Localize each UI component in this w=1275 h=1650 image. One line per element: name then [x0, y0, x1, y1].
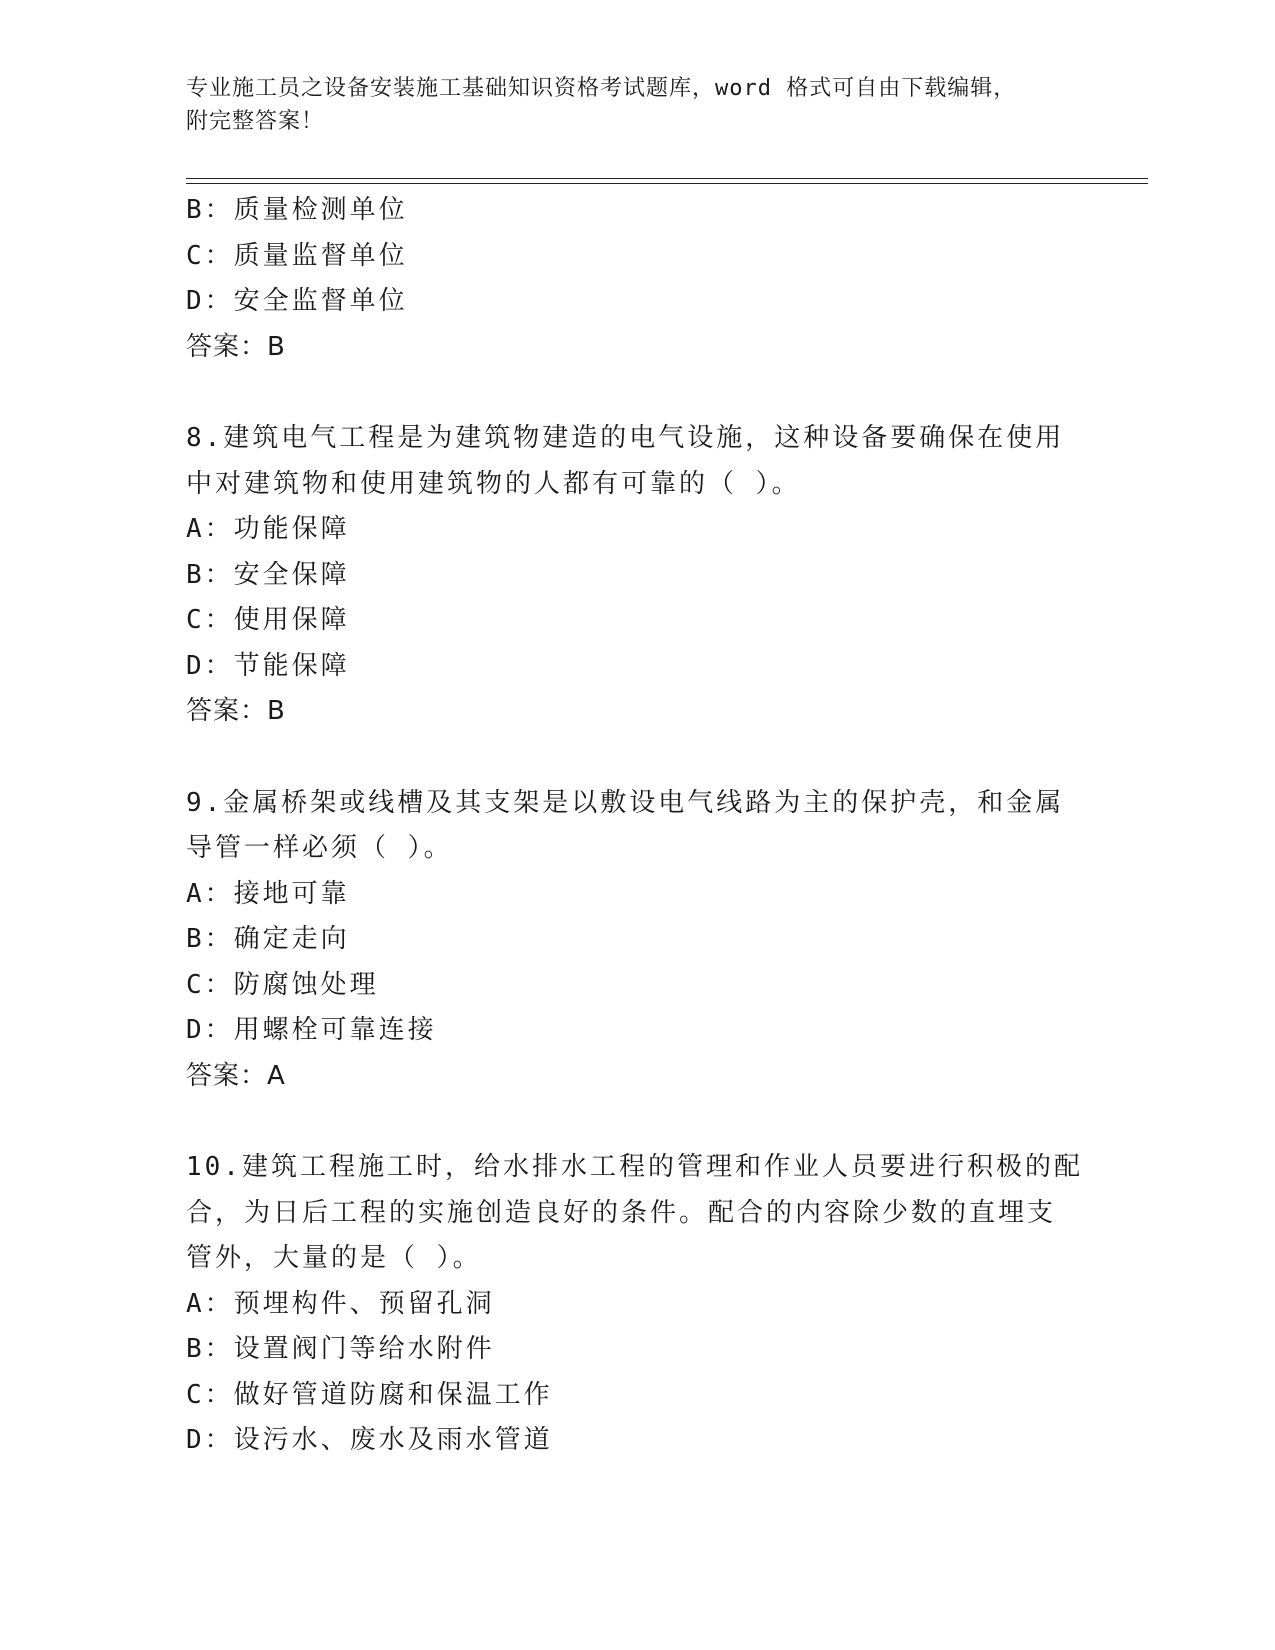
header-divider-bottom	[186, 183, 1148, 184]
option-c: C：质量监督单位	[186, 240, 408, 271]
question-10	[186, 1145, 1086, 1464]
stem-line: 10.建筑工程施工时，给水排水工程的管理和作业人员要进行积极的配	[186, 1152, 1083, 1182]
option-b: B：设置阀门等给水附件	[186, 1334, 495, 1364]
question-7-continued	[186, 188, 1086, 370]
stem-line: 8.建筑电气工程是为建筑物建造的电气设施，这种设备要确保在使用	[186, 423, 1065, 453]
question-8	[186, 416, 1086, 735]
header-title-line-2: 附完整答案！	[186, 109, 325, 134]
answer: 答案：B	[186, 331, 286, 362]
question-9	[186, 781, 1086, 1100]
question-stem	[186, 1145, 1086, 1282]
stem-line: 管外，大量的是（ ）。	[186, 1243, 482, 1273]
option-d: D：用螺栓可靠连接	[186, 1015, 437, 1045]
option-a: A：功能保障	[186, 514, 350, 544]
option-a: A：接地可靠	[186, 878, 350, 909]
option-d: D：节能保障	[186, 650, 350, 681]
stem-line: 中对建筑物和使用建筑物的人都有可靠的（ ）。	[186, 468, 801, 499]
spacer	[186, 735, 1086, 781]
question-stem	[186, 781, 1086, 872]
question-list	[186, 188, 1086, 1464]
stem-line: 9.金属桥架或线槽及其支架是以敷设电气线路为主的保护壳，和金属	[186, 787, 1065, 818]
spacer	[186, 370, 1086, 416]
stem-line: 导管一样必须（ ）。	[186, 833, 453, 863]
option-c: C：防腐蚀处理	[186, 969, 379, 1000]
question-stem	[186, 416, 1086, 507]
stem-line: 合，为日后工程的实施创造良好的条件。配合的内容除少数的直埋支	[186, 1197, 1057, 1228]
spacer	[186, 1099, 1086, 1145]
option-b: B：安全保障	[186, 559, 350, 590]
option-b: B：确定走向	[186, 924, 350, 954]
option-c: C：使用保障	[186, 605, 350, 635]
option-d: D：设污水、废水及雨水管道	[186, 1425, 553, 1455]
option-b: B：质量检测单位	[186, 195, 408, 225]
answer: 答案：B	[186, 696, 286, 726]
header-title-line-1: 专业施工员之设备安装施工基础知识资格考试题库，word 格式可自由下载编辑，	[186, 76, 1017, 101]
option-d: D：安全监督单位	[186, 286, 408, 316]
option-a: A：预埋构件、预留孔洞	[186, 1288, 495, 1319]
option-c: C：做好管道防腐和保温工作	[186, 1379, 553, 1410]
header-divider-top	[186, 178, 1148, 179]
document-header	[186, 72, 1086, 138]
answer: 答案：A	[186, 1060, 286, 1091]
